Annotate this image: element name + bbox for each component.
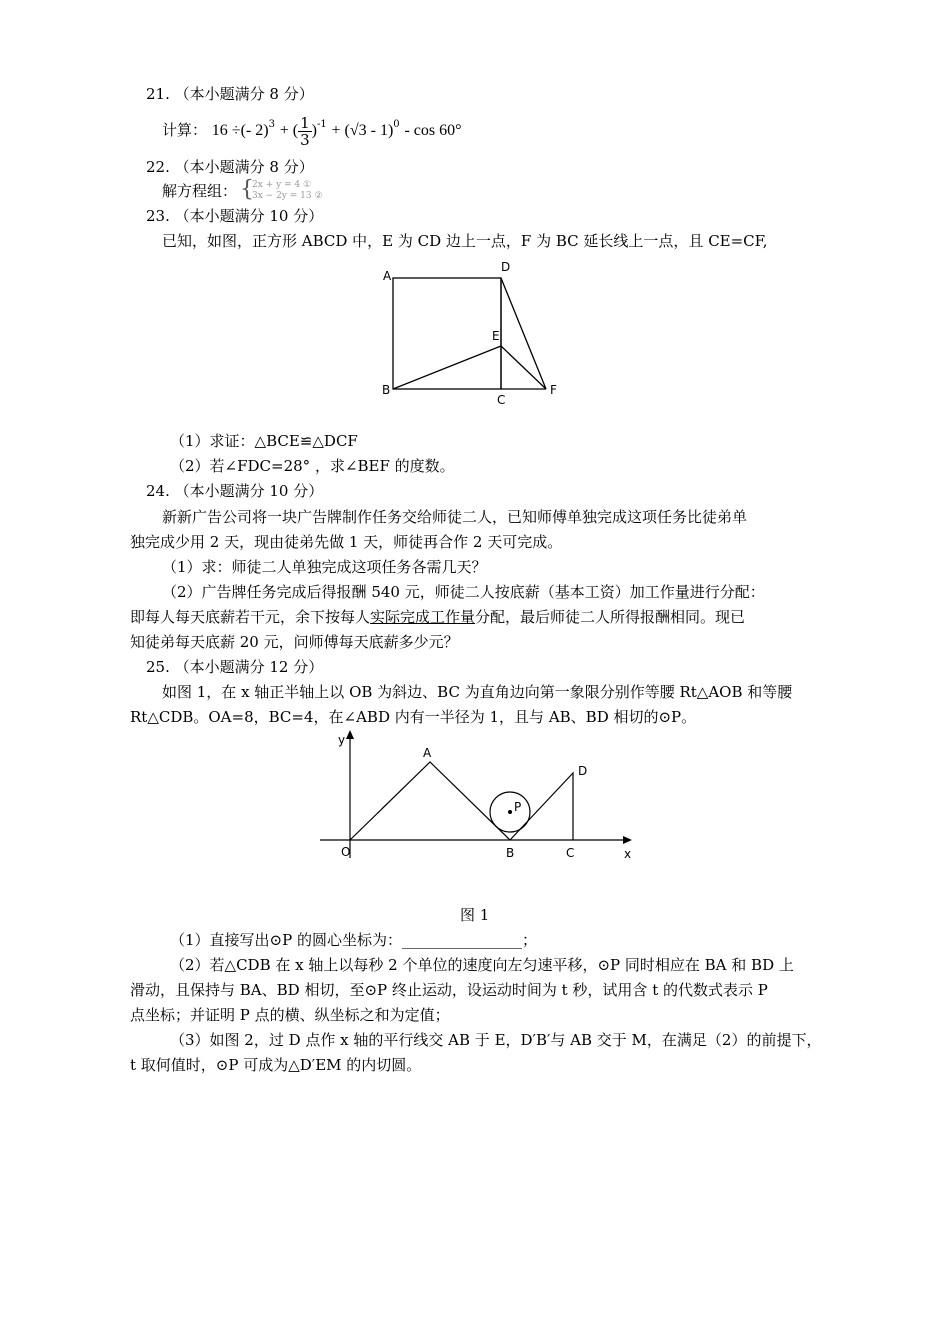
label-a: A xyxy=(383,269,392,283)
q24-part2-line2-b: 分配，最后师徒二人所得报酬相同。现已 xyxy=(475,608,746,626)
q21-close1: ) xyxy=(311,122,317,139)
q21-frac-num: 1 xyxy=(300,113,310,132)
q24-part2-line2 xyxy=(130,607,745,627)
q24-part2-line1: （2）广告牌任务完成后得报酬 540 元，师徒二人按底薪（基本工资）加工作量进行分配： xyxy=(162,583,765,601)
label-e: E xyxy=(492,329,500,343)
q23-figure xyxy=(375,258,575,408)
q21-expression xyxy=(162,112,462,152)
q25-part1: （1）直接写出⊙P 的圆心坐标为：________________； xyxy=(170,931,537,949)
q24-part2-line2-a: 即每人每天底薪若干元，余下按每人 xyxy=(130,608,371,626)
q24-part2-line3: 知徒弟每天底薪 20 元，问师傅每天底薪多少元？ xyxy=(130,633,459,651)
q22-eq2: 3x − 2y = 13 ② xyxy=(252,191,323,201)
q25-figure xyxy=(320,730,640,865)
label-f: F xyxy=(550,383,557,397)
q25-para-line1: 如图 1，在 x 轴正半轴上以 OB 为斜边、BC 为直角边向第一象限分别作等腰 Rt△AOB 和等腰 xyxy=(162,683,793,701)
q24-para1-line1: 新新广告公司将一块广告牌制作任务交给师徒二人，已知师傅单独完成这项任务比徒弟单 xyxy=(162,508,748,526)
q25-part3-line2: t 取何值时，⊙P 可成为△D′EM 的内切圆。 xyxy=(130,1056,422,1074)
q21-expr-a: 16 ÷(- 2) xyxy=(211,122,269,139)
q25-part2-line1: （2）若△CDB 在 x 轴上以每秒 2 个单位的速度向左匀速平移，⊙P 同时相应在 BA 和 BD 上 xyxy=(170,956,794,974)
label-a: A xyxy=(423,746,432,760)
q22-prefix: 解方程组： xyxy=(162,182,238,200)
label-d: D xyxy=(578,764,588,778)
segment-df xyxy=(501,278,546,389)
q21-plus2: + (√3 - 1) xyxy=(331,122,394,139)
q23-part2: （2）若∠FDC=28° ，求∠BEF 的度数。 xyxy=(170,457,455,475)
q21-header: 21. （本小题满分 8 分） xyxy=(146,85,314,103)
point-p xyxy=(508,810,512,814)
q25-para-line2: Rt△CDB。OA=8，BC=4，在∠ABD 内有一半径为 1，且与 AB、BD 相切的⊙P。 xyxy=(130,708,697,726)
label-b: B xyxy=(506,846,515,860)
label-c: C xyxy=(566,846,575,860)
q24-para1-line2: 独完成少用 2 天，现由徒弟先做 1 天，师徒再合作 2 天可完成。 xyxy=(130,533,563,551)
x-axis-arrow xyxy=(623,836,632,844)
q21-exp-neg1: -1 xyxy=(316,119,327,130)
q21-plus1: + ( xyxy=(279,122,299,139)
q21-exp-0: 0 xyxy=(393,119,400,130)
segment-be xyxy=(393,346,501,389)
q25-part2-line3: 点坐标；并证明 P 点的横、纵坐标之和为定值； xyxy=(130,1006,450,1024)
q21-prefix: 计算： xyxy=(162,121,208,139)
label-b: B xyxy=(382,383,391,397)
q24-part2-underlined: 实际完成工作量 xyxy=(370,608,476,626)
q24-header: 24. （本小题满分 10 分） xyxy=(146,482,324,500)
q22-eq1: 2x + y = 4 ① xyxy=(252,180,312,190)
q25-part3-line1: （3）如图 2，过 D 点作 x 轴的平行线交 AB 于 E，D′B′与 AB 交于 M，在满足（2）的前提下， xyxy=(170,1031,822,1049)
label-x: x xyxy=(624,847,632,861)
q24-part1: （1）求：师徒二人单独完成这项任务各需几天？ xyxy=(162,558,487,576)
label-c: C xyxy=(497,393,506,407)
q23-header: 23. （本小题满分 10 分） xyxy=(146,207,324,225)
label-d: D xyxy=(501,260,511,274)
q22-header: 22. （本小题满分 8 分） xyxy=(146,158,314,176)
segment-ef xyxy=(501,346,546,389)
q25-header: 25. （本小题满分 12 分） xyxy=(146,658,324,676)
label-p: P xyxy=(514,800,522,814)
q22-brace: { xyxy=(240,177,254,202)
label-o: O xyxy=(341,845,351,859)
q23-part1: （1）求证：△BCE≌△DCF xyxy=(170,432,358,450)
q25-figure-caption: 图 1 xyxy=(460,906,490,924)
q23-text: 已知，如图，正方形 ABCD 中，E 为 CD 边上一点，F 为 BC 延长线上一点，且 CE=CF, xyxy=(162,232,768,250)
q25-part2-line2: 滑动，且保持与 BA、BD 相切，至⊙P 终止运动，设运动时间为 t 秒，试用含 t 的代数式表示 P xyxy=(130,981,768,999)
q21-frac-den: 3 xyxy=(300,130,310,149)
segment-oa-ab xyxy=(350,762,510,840)
y-axis-arrow xyxy=(346,730,354,739)
q21-exp-3: 3 xyxy=(268,119,275,130)
label-y: y xyxy=(338,733,346,747)
q21-fraction xyxy=(298,115,312,148)
q21-tail: - cos 60° xyxy=(404,122,462,139)
square-abcd xyxy=(393,278,501,389)
